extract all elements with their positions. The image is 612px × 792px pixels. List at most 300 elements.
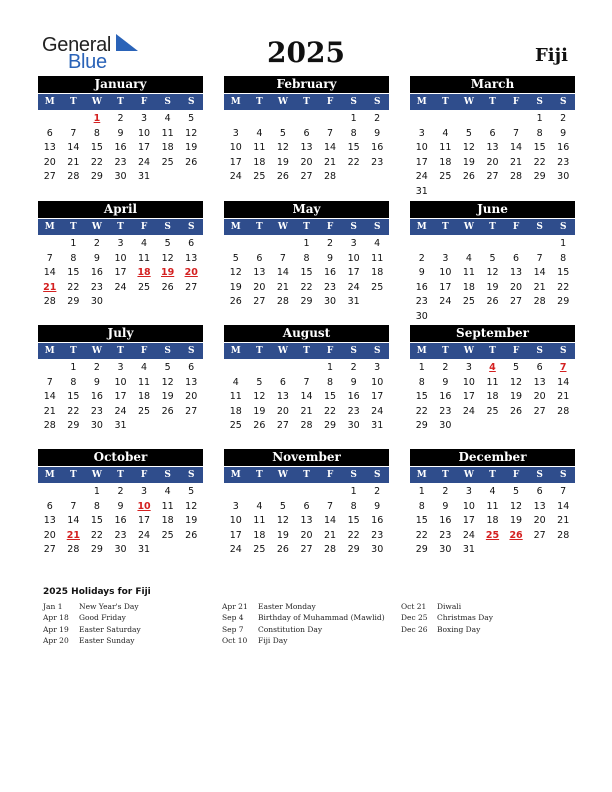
day-cell: 21 [324,156,337,168]
day-cell: 11 [161,127,174,139]
weekday-label: T [117,346,124,356]
day-cell: 20 [43,156,56,168]
day-cell: 6 [256,252,263,264]
day-cell: 25 [229,420,242,431]
day-cell: 25 [253,171,266,182]
day-cell: 14 [533,267,546,278]
day-cell: 19 [229,281,242,293]
day-cell: 3 [117,362,124,373]
day-cell: 6 [303,500,310,512]
day-cell: 22 [415,529,428,541]
day-cell: 22 [415,405,428,417]
day-cell: 26 [253,420,266,431]
day-cell: 15 [347,515,360,526]
month-title: October [38,449,203,466]
weekday-label: S [536,97,543,107]
day-cell: 15 [324,391,337,402]
weekday-label: F [512,470,520,480]
day-cell: 5 [489,252,496,264]
month-title: December [410,449,575,466]
day-cell: 3 [232,500,239,512]
day-cell: 30 [415,310,428,322]
weekday-label: S [374,97,381,107]
day-cell: 9 [418,267,425,278]
day-cell: 7 [70,127,77,139]
day-cell: 27 [276,420,289,431]
weekday-label: M [416,97,427,107]
day-cell: 20 [43,529,56,541]
day-cell: 30 [114,171,127,182]
day-cell: 23 [347,405,360,417]
day-cell: 5 [188,113,195,124]
empty-cell [318,112,342,127]
day-cell: 1 [418,362,425,373]
day-cell: 31 [415,185,428,197]
empty-cell [248,112,272,127]
day-cell: 11 [253,515,266,526]
day-cell: 27 [510,296,523,307]
logo-word-general: General [42,34,112,56]
weekday-label: S [374,470,381,480]
weekday-label: T [70,222,77,232]
day-cell: 14 [557,376,570,388]
day-cell: 3 [117,238,124,249]
weekday-label: M [416,346,427,356]
day-cell: 26 [185,529,198,541]
day-cell: 8 [560,252,567,264]
empty-cell [271,237,295,252]
day-cell: 13 [185,376,198,388]
day-cell: 31 [114,420,127,431]
day-cell: 18 [138,391,151,402]
day-cell: 12 [161,376,174,388]
day-cell: 9 [327,252,334,264]
day-cell: 7 [327,127,334,139]
day-cell: 12 [229,267,242,278]
day-cell: 19 [486,281,499,293]
month-title: January [38,76,203,93]
weekday-label: M [44,470,55,480]
day-cell: 23 [439,529,452,541]
day-cell: 24 [439,296,452,307]
logo-word-blue: Blue [68,51,107,73]
day-cell: 22 [90,156,103,168]
day-cell: 28 [510,171,523,182]
weekday-label: F [140,97,148,107]
holiday-date: Apr 20 [43,635,69,645]
day-cell: 16 [371,515,384,526]
day-cell: 24 [371,405,384,417]
holiday-name: Easter Sunday [79,635,135,645]
day-cell: 11 [138,252,151,264]
day-cell: 28 [43,296,56,307]
empty-cell [224,112,248,127]
day-cell: 1 [536,113,543,124]
day-cell: 20 [300,529,313,541]
day-cell: 2 [327,238,334,249]
weekday-label: S [560,97,567,107]
holiday-date: Sep 7 [222,624,244,634]
day-cell: 1 [327,362,334,373]
day-cell: 13 [43,515,56,526]
day-cell: 24 [138,156,151,168]
day-cell: 25 [138,405,151,417]
day-cell: 8 [350,127,357,139]
day-cell: 2 [117,113,124,124]
day-cell: 17 [114,391,127,402]
day-cell: 16 [439,515,452,526]
day-cell: 27 [533,529,546,541]
weekday-label: T [117,470,124,480]
day-cell: 13 [253,267,266,278]
day-cell: 2 [93,362,100,373]
holiday-row [401,625,581,636]
weekday-label: S [164,97,171,107]
day-cell: 9 [560,127,567,139]
day-cell: 23 [371,529,384,541]
day-cell: 27 [43,544,56,555]
day-cell: 17 [138,515,151,526]
day-cell: 16 [114,142,127,153]
day-cell: 22 [347,529,360,541]
day-cell: 11 [138,376,151,388]
day-cell: 18 [253,529,266,541]
day-cell: 2 [93,238,100,249]
weekday-label: M [230,346,241,356]
weekday-label: S [350,346,357,356]
weekday-label: S [164,470,171,480]
day-cell: 10 [114,252,127,264]
day-cell: 29 [415,420,428,431]
day-cell: 21 [67,156,80,168]
day-cell: 17 [138,142,151,153]
day-cell: 12 [510,500,523,512]
day-cell: 16 [324,267,337,278]
day-cell: 28 [557,529,570,541]
day-cell: 18 [486,515,499,526]
day-cell: 27 [486,171,499,182]
day-cell: 11 [371,252,384,264]
month-block [224,76,389,185]
day-cell: 22 [347,156,360,168]
empty-cell [224,237,248,252]
day-cell: 30 [90,296,103,307]
day-cell: 29 [67,420,80,431]
day-cell: 30 [371,544,384,555]
holiday-date: Sep 4 [222,613,244,623]
month-block [38,201,203,310]
month-title: February [224,76,389,93]
holiday-name: Birthday of Muhammad (Mawlid) [258,613,385,623]
day-cell: 14 [324,515,337,526]
day-cell: 14 [510,142,523,153]
day-grid [38,237,203,310]
weekday-label: T [303,97,310,107]
day-cell: 6 [536,486,543,497]
day-cell: 18 [253,156,266,168]
weekday-label: T [256,222,263,232]
holiday-name: Easter Saturday [79,624,141,634]
empty-cell [38,485,62,500]
weekday-label: S [350,470,357,480]
empty-cell [38,112,62,127]
empty-cell [62,485,86,500]
weekday-label: M [230,470,241,480]
empty-cell [457,112,481,127]
day-cell: 27 [253,296,266,307]
day-cell: 26 [486,296,499,307]
day-cell: 7 [279,252,286,264]
holiday-name: Christmas Day [437,613,493,623]
day-cell: 18 [486,391,499,402]
holiday-day-cell: 25 [485,529,500,541]
day-cell: 9 [442,500,449,512]
month-block [38,76,203,185]
day-grid [38,361,203,434]
day-cell: 11 [486,500,499,512]
weekday-label: F [512,97,520,107]
holiday-row [43,636,223,647]
day-cell: 23 [114,156,127,168]
holiday-date: Apr 21 [222,602,248,611]
day-cell: 29 [90,544,103,555]
weekday-header [410,466,575,483]
day-cell: 8 [93,127,100,139]
month-title: November [224,449,389,466]
day-cell: 14 [324,142,337,153]
holiday-day-cell: 19 [161,267,175,278]
day-cell: 8 [350,500,357,512]
day-cell: 6 [46,127,53,139]
day-cell: 21 [557,515,570,526]
holiday-day-cell: 10 [137,500,151,512]
weekday-label: M [44,97,55,107]
day-cell: 7 [70,500,77,512]
day-cell: 23 [371,156,384,168]
day-cell: 8 [303,252,310,264]
weekday-label: S [374,222,381,232]
day-cell: 16 [371,142,384,153]
day-cell: 19 [462,156,475,168]
day-cell: 31 [462,544,475,555]
day-cell: 24 [462,405,475,417]
day-cell: 20 [276,405,289,417]
day-cell: 11 [253,142,266,153]
day-cell: 14 [43,267,56,278]
day-cell: 24 [138,529,151,541]
day-cell: 12 [161,252,174,264]
day-grid [224,485,389,558]
day-cell: 16 [114,515,127,526]
day-cell: 10 [229,142,242,153]
day-cell: 7 [513,127,520,139]
day-cell: 4 [164,113,171,124]
holiday-date: Dec 26 [401,624,428,634]
day-cell: 28 [300,420,313,431]
day-cell: 11 [462,267,475,278]
day-cell: 20 [533,391,546,402]
holiday-row [222,613,402,624]
weekday-header [38,93,203,110]
day-cell: 6 [188,362,195,373]
day-cell: 28 [557,405,570,417]
empty-cell [504,237,528,252]
holiday-row [43,613,223,624]
day-cell: 9 [374,500,381,512]
day-cell: 30 [557,171,570,182]
day-cell: 3 [350,238,357,249]
weekday-label: T [442,346,449,356]
holiday-name: Diwali [437,602,462,611]
day-cell: 24 [114,281,127,293]
month-block [224,201,389,310]
empty-cell [62,112,86,127]
month-block [410,325,575,434]
day-cell: 4 [374,238,381,249]
weekday-label: W [91,346,102,356]
day-cell: 10 [138,127,151,139]
weekday-header [410,218,575,235]
day-cell: 30 [347,420,360,431]
day-cell: 7 [560,486,567,497]
day-cell: 21 [557,391,570,402]
day-cell: 5 [188,486,195,497]
day-cell: 15 [533,142,546,153]
day-grid [224,237,389,310]
day-cell: 10 [114,376,127,388]
day-cell: 2 [442,486,449,497]
holiday-date: Dec 25 [401,613,428,623]
day-cell: 9 [350,376,357,388]
day-cell: 27 [185,405,198,417]
weekday-label: T [489,97,496,107]
day-cell: 30 [439,544,452,555]
holiday-row [222,602,402,613]
day-cell: 17 [347,267,360,278]
day-cell: 4 [465,252,472,264]
weekday-label: S [164,222,171,232]
day-cell: 7 [536,252,543,264]
holiday-date: Apr 18 [43,613,69,623]
day-cell: 26 [276,171,289,182]
day-cell: 1 [350,113,357,124]
day-cell: 28 [276,296,289,307]
month-block [410,201,575,324]
weekday-label: S [560,346,567,356]
day-cell: 10 [371,376,384,388]
weekday-label: F [140,470,148,480]
weekday-label: T [303,222,310,232]
day-cell: 27 [300,544,313,555]
day-grid [38,112,203,185]
weekday-label: T [489,470,496,480]
day-cell: 2 [374,113,381,124]
day-cell: 10 [462,376,475,388]
day-cell: 17 [229,529,242,541]
day-cell: 19 [276,156,289,168]
day-cell: 20 [486,156,499,168]
day-cell: 4 [141,238,148,249]
day-cell: 6 [279,376,286,388]
day-cell: 12 [486,267,499,278]
day-cell: 24 [462,529,475,541]
weekday-label: T [489,346,496,356]
day-cell: 29 [67,296,80,307]
day-cell: 1 [560,238,567,249]
day-cell: 11 [229,391,242,402]
day-cell: 31 [138,544,151,555]
empty-cell [224,361,248,376]
day-cell: 15 [90,142,103,153]
day-cell: 26 [161,281,174,293]
weekday-label: S [536,346,543,356]
day-cell: 25 [439,171,452,182]
day-cell: 2 [117,486,124,497]
day-cell: 12 [276,142,289,153]
day-cell: 1 [303,238,310,249]
holiday-row [222,625,402,636]
empty-cell [38,237,62,252]
day-cell: 5 [164,362,171,373]
day-cell: 8 [536,127,543,139]
day-cell: 17 [462,391,475,402]
day-cell: 6 [46,500,53,512]
weekday-label: W [463,470,474,480]
holiday-name: Constitution Day [258,624,323,634]
weekday-label: W [277,222,288,232]
day-cell: 5 [465,127,472,139]
day-cell: 3 [465,486,472,497]
day-cell: 27 [533,405,546,417]
day-cell: 2 [350,362,357,373]
day-cell: 9 [442,376,449,388]
weekday-label: W [91,97,102,107]
day-cell: 26 [229,296,242,307]
day-cell: 11 [161,500,174,512]
weekday-label: M [230,97,241,107]
weekday-label: F [512,346,520,356]
day-cell: 18 [161,142,174,153]
weekday-label: F [140,346,148,356]
day-cell: 13 [533,500,546,512]
country-name: Fiji [535,45,568,66]
day-cell: 23 [439,405,452,417]
holiday-date: Apr 19 [43,624,69,634]
empty-cell [318,485,342,500]
holiday-row [43,602,223,613]
day-cell: 6 [303,127,310,139]
day-cell: 5 [513,362,520,373]
holiday-day-cell: 21 [66,529,80,541]
day-cell: 20 [253,281,266,293]
day-grid [410,112,575,199]
weekday-label: S [188,222,195,232]
weekday-label: F [512,222,520,232]
weekday-label: T [117,222,124,232]
weekday-label: T [442,222,449,232]
day-cell: 18 [161,515,174,526]
day-cell: 19 [253,405,266,417]
day-cell: 1 [93,486,100,497]
day-cell: 16 [90,267,103,278]
day-cell: 31 [371,420,384,431]
day-cell: 14 [276,267,289,278]
weekday-label: S [164,346,171,356]
day-cell: 12 [462,142,475,153]
month-title: September [410,325,575,342]
day-cell: 18 [371,267,384,278]
empty-cell [248,237,272,252]
